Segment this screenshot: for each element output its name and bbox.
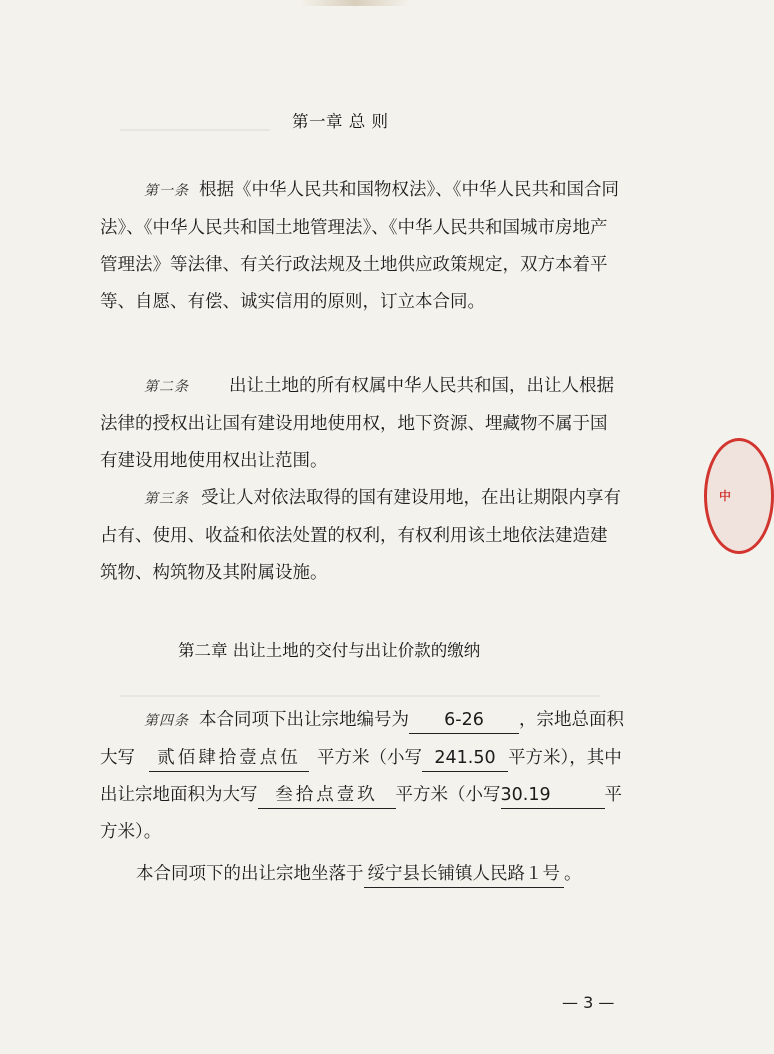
- location-text-1: 本合同项下的出让宗地坐落于: [136, 864, 364, 884]
- area-number-field: 30.19: [501, 782, 605, 809]
- article-3: [100, 480, 624, 592]
- location-text-2: 。: [564, 864, 582, 884]
- total-area-words-field: 贰佰肆拾壹点伍: [149, 745, 309, 772]
- address-field: 绥宁县长铺镇人民路１号: [364, 861, 565, 888]
- article-1-text: 根据《中华人民共和国物权法》、《中华人民共和国合同法》、《中华人民共和国土地管理法》、《中华人民共和国城市房地产管理法》等法律、有关行政法规及土地供应政策规定，双方本着平等、自愿、有偿、诚实信用的原则，订立本合同。: [100, 180, 619, 312]
- parcel-location: [100, 856, 640, 893]
- bleed-through-line: [120, 129, 270, 131]
- area-words-field: 叁拾点壹玖: [258, 782, 396, 809]
- article-2: [100, 368, 624, 480]
- article-1: [100, 172, 624, 321]
- article-4-text-6: 平方米）。: [100, 785, 622, 842]
- article-4-text-3: 平方米（小写: [317, 748, 422, 768]
- total-area-number-field: 241.50: [422, 745, 508, 772]
- chapter-2-title: 第二章 出让土地的交付与出让价款的缴纳: [178, 641, 481, 660]
- bleed-through-line: [120, 695, 600, 697]
- seal-char: 中: [719, 489, 732, 503]
- chapter-1-title: 第一章 总 则: [292, 112, 389, 131]
- parcel-number-field: 6-26: [409, 707, 519, 734]
- article-4-text-1: 本合同项下出让宗地编号为: [199, 710, 409, 730]
- red-seal: [704, 438, 774, 554]
- article-4-text-2: ，宗地总面积大写: [100, 710, 624, 768]
- article-4: [100, 702, 624, 851]
- article-4-marker: 第四条: [144, 713, 189, 729]
- article-4-text-4: 平方米），其中出让宗地面积为大写: [100, 748, 622, 805]
- article-2-text: 出让土地的所有权属中华人民共和国，出让人根据法律的授权出让国有建设用地使用权，地下资源、埋藏物不属于国有建设用地使用权出让范围。: [100, 376, 614, 471]
- article-3-marker: 第三条: [144, 491, 189, 507]
- scan-mark: [300, 0, 410, 6]
- article-2-marker: 第二条: [144, 379, 189, 395]
- article-4-text-5: 平方米（小写: [395, 785, 501, 805]
- article-3-text: 受让人对依法取得的国有建设用地，在出让期限内享有占有、使用、收益和依法处置的权利，有权利用该土地依法建造建筑物、构筑物及其附属设施。: [100, 488, 621, 583]
- article-1-marker: 第一条: [144, 183, 189, 199]
- page-number: — 3 —: [562, 993, 615, 1012]
